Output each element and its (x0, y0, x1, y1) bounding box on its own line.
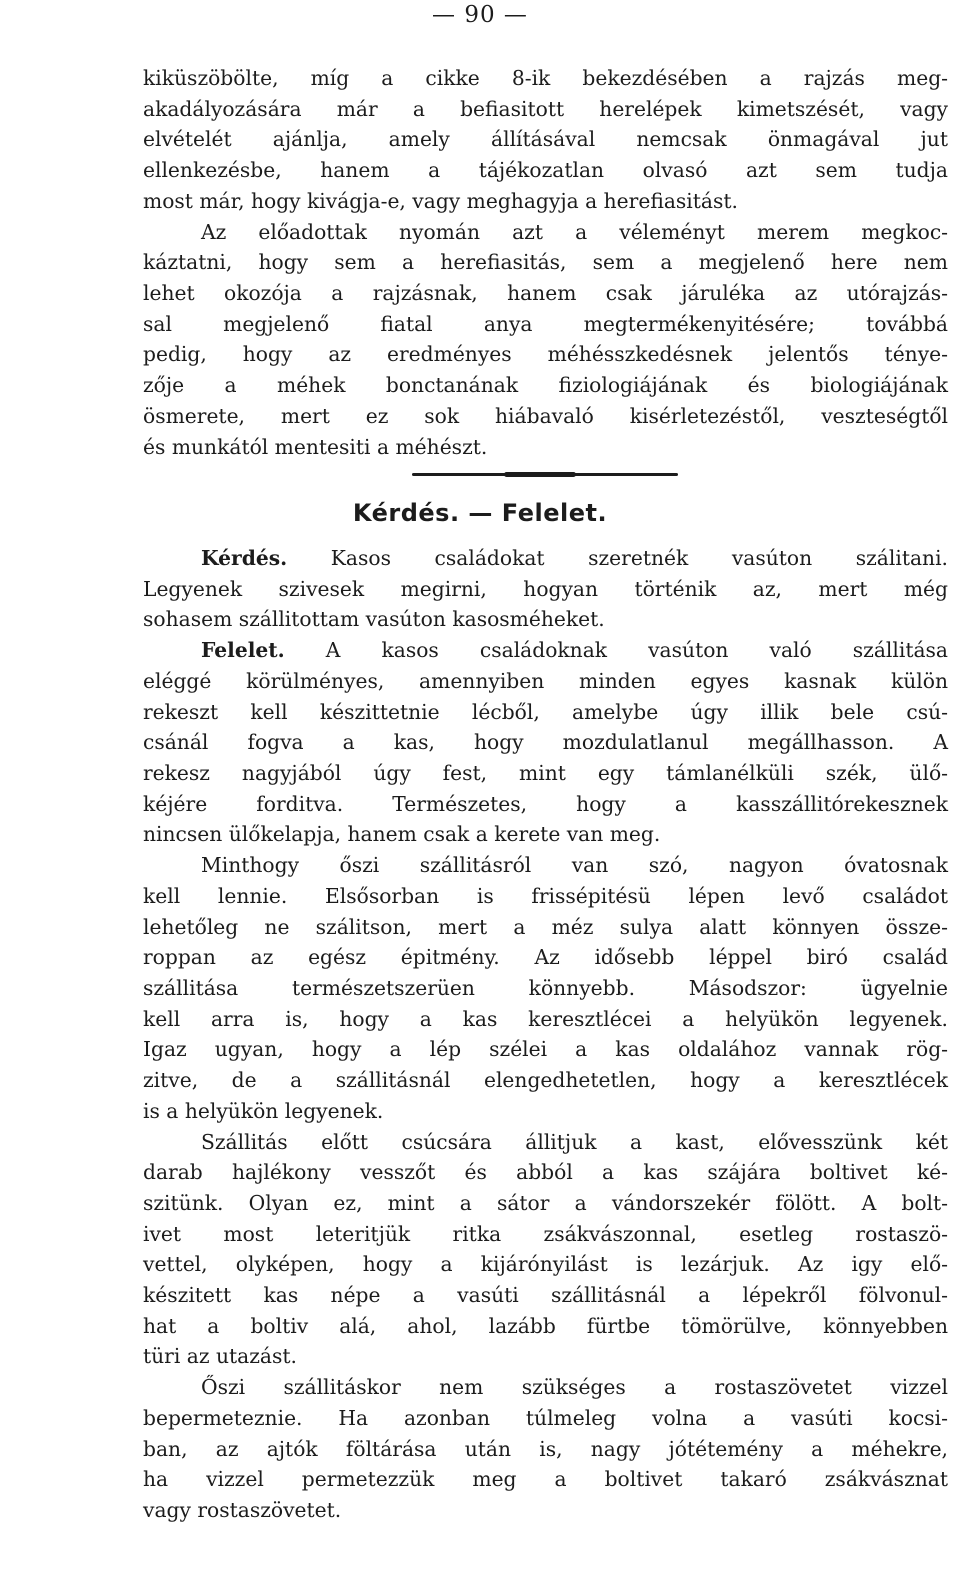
text-line: pedig, hogy az eredményes méhésszkedésnek jelentős ténye- (143, 342, 948, 367)
text-line: sohasem szállitottam vasúton kasosméheket. (143, 607, 605, 632)
text-line: csánál fogva a kas, hogy mozdulatlanul megállhasson. A (143, 730, 948, 755)
text-line: lehetőleg ne szálitson, mert a méz sulya alatt könnyen össze- (143, 914, 948, 939)
text-line: nincsen ülőkelapja, hanem csak a kerete van meg. (143, 822, 661, 847)
text-line: roppan az egész épitmény. Az idősebb léppel biró család (143, 945, 948, 970)
text-line: hat a boltiv alá, ahol, lazább fürtbe tömörülve, könnyebben (143, 1313, 948, 1338)
text-line: vagy rostaszövetet. (143, 1498, 342, 1523)
text-line: bepermeteznie. Ha azonban túlmeleg volna a vasúti kocsi- (143, 1405, 948, 1430)
text-line: rekesz nagyjából úgy fest, mint egy támlanélküli szék, ülő- (143, 760, 948, 785)
text-line: darab hajlékony vesszőt és abból a kas szájára boltivet ké- (143, 1160, 948, 1185)
text-line: ivet most leteritjük ritka zsákvászonnal, esetleg rostaszö- (143, 1221, 948, 1246)
text-line: ösmerete, mert ez sok hiábavaló kisérletezéstől, veszteségtől (143, 403, 948, 428)
text-line: Minthogy őszi szállitásról van szó, nagyon óvatosnak (201, 853, 948, 878)
text-line: zitve, de a szállitásnál elengedhetetlen, hogy a keresztlécek (143, 1068, 948, 1093)
page-number: — 90 — (432, 2, 528, 28)
text-line: eléggé körülményes, amennyiben minden egyes kasnak külön (143, 668, 948, 693)
text-line: akadályozására már a befiasitott herelépek kimetszését, vagy (143, 96, 948, 121)
text-line: kell lennie. Elsősorban is frissépitésü lépen levő családot (143, 883, 948, 908)
text-line: Őszi szállitáskor nem szükséges a rostaszövetet vizzel (201, 1375, 948, 1400)
text-line: készitett kas népe a vasúti szállitásnál a lépekről fölvonul- (143, 1283, 948, 1308)
text-line: ban, az ajtók föltárása után is, nagy jótétemény a méhekre, (143, 1436, 948, 1461)
text-line: szitünk. Olyan ez, mint a sátor a vándorszekér fölött. A bolt- (143, 1190, 948, 1215)
question-label: Kérdés. (201, 545, 288, 570)
text-line: is a helyükön legyenek. (143, 1098, 384, 1123)
text-line: ellenkezésbe, hanem a tájékozatlan olvasó azt sem tudja (143, 158, 948, 183)
text-line: most már, hogy kivágja-e, vagy meghagyja a herefiasitást. (143, 188, 738, 213)
question-text: Kasos családokat szeretnék vasúton szálitani. (330, 545, 948, 570)
answer-line (201, 635, 948, 666)
text-line: Legyenek szivesek megirni, hogyan történik az, mert még (143, 576, 948, 601)
answer-text: A kasos családoknak vasúton való szállitása (325, 638, 949, 663)
text-line: Igaz ugyan, hogy a lép szélei a kas oldalához vannak rög- (143, 1037, 948, 1062)
section-divider (412, 473, 678, 476)
text-line: rekeszt kell készittetnie lécből, amelybe úgy illik bele csú- (143, 699, 948, 724)
text-line: káztatni, hogy sem a herefiasitás, sem a megjelenő here nem (143, 250, 948, 275)
text-line: Az előadottak nyomán azt a véleményt merem megkoc- (201, 219, 948, 244)
text-line: zője a méhek bonctanának fiziologiájának és biologiájának (143, 373, 948, 398)
section-heading: Kérdés. — Felelet. (352, 498, 608, 527)
text-line: türi az utazást. (143, 1344, 297, 1369)
text-line: vettel, olyképen, hogy a kijárónyilást is lezárjuk. Az igy elő- (143, 1252, 948, 1277)
answer-label: Felelet. (201, 638, 285, 663)
text-line: és munkától mentesiti a méhészt. (143, 434, 488, 459)
text-line: sal megjelenő fiatal anya megtermékenyitésére; továbbá (143, 311, 948, 336)
text-line: kiküszöbölte, míg a cikke 8-ik bekezdésében a rajzás meg- (143, 66, 948, 90)
text-line: szállitása természetszerüen könnyebb. Másodszor: ügyelnie (143, 975, 948, 1000)
text-line: Szállitás előtt csúcsára állitjuk a kast, elővesszünk két (201, 1129, 948, 1154)
text-line: elvételét ajánlja, amely állításával nemcsak önmagával jut (143, 127, 948, 152)
text-line: kell arra is, hogy a kas keresztlécei a helyükön legyenek. (143, 1006, 948, 1031)
text-line: kéjére forditva. Természetes, hogy a kasszállitórekesznek (143, 791, 948, 816)
text-line: ha vizzel permetezzük meg a boltivet takaró zsákvásznat (143, 1467, 948, 1492)
question-line (201, 543, 948, 574)
text-line: lehet okozója a rajzásnak, hanem csak járuléka az utórajzás- (143, 280, 948, 305)
